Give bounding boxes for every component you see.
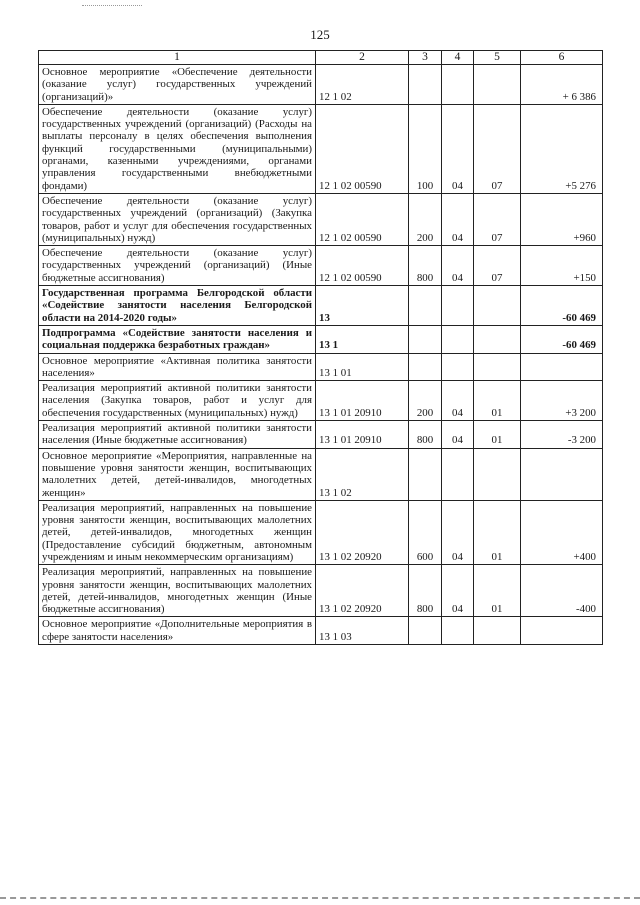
row-expense-type	[409, 65, 442, 105]
column-header: 1	[39, 51, 316, 65]
row-section: 04	[442, 500, 474, 564]
row-amount: +150	[521, 246, 603, 286]
row-description: Реализация мероприятий активной политики занятости населения (Иные бюджетные ассигнования)	[39, 421, 316, 449]
row-code: 13 1 01	[316, 353, 409, 381]
table-row	[39, 617, 603, 645]
row-subsection	[474, 286, 521, 326]
row-expense-type: 800	[409, 421, 442, 449]
column-header: 2	[316, 51, 409, 65]
table-row	[39, 448, 603, 500]
row-subsection: 07	[474, 193, 521, 245]
table-row	[39, 65, 603, 105]
row-description: Основное мероприятие «Дополнительные мероприятия в сфере занятости населения»	[39, 617, 316, 645]
row-subsection: 07	[474, 104, 521, 193]
row-code: 13 1 02 20920	[316, 565, 409, 617]
table-row	[39, 246, 603, 286]
row-section: 04	[442, 565, 474, 617]
row-section: 04	[442, 246, 474, 286]
row-subsection: 01	[474, 381, 521, 421]
column-header: 6	[521, 51, 603, 65]
row-expense-type: 800	[409, 246, 442, 286]
row-code: 12 1 02 00590	[316, 193, 409, 245]
header-row	[39, 51, 603, 65]
row-section	[442, 65, 474, 105]
row-subsection: 01	[474, 565, 521, 617]
row-code: 13 1 03	[316, 617, 409, 645]
row-description: Подпрограмма «Содействие занятости населения и социальная поддержка безработных граждан»	[39, 325, 316, 353]
row-description: Государственная программа Белгородской области «Содействие занятости населения Белгородской области на 2014-2020 годы»	[39, 286, 316, 326]
row-description: Основное мероприятие «Обеспечение деятельности (оказание услуг) государственных учреждений (организаций)»	[39, 65, 316, 105]
row-code: 13 1 01 20910	[316, 421, 409, 449]
row-amount: +3 200	[521, 381, 603, 421]
row-section	[442, 448, 474, 500]
row-subsection: 07	[474, 246, 521, 286]
row-description: Реализация мероприятий, направленных на повышение уровня занятости женщин, воспитывающих малолетних детей, детей-инвалидов, многодетных женщин (Иные бюджетные ассигнования)	[39, 565, 316, 617]
table-row	[39, 325, 603, 353]
row-description: Обеспечение деятельности (оказание услуг) государственных учреждений (организаций) (Иные бюджетные ассигнования)	[39, 246, 316, 286]
row-amount: +960	[521, 193, 603, 245]
row-expense-type	[409, 286, 442, 326]
row-amount: + 6 386	[521, 65, 603, 105]
table-row	[39, 500, 603, 564]
row-code: 12 1 02	[316, 65, 409, 105]
row-amount	[521, 617, 603, 645]
table-row	[39, 421, 603, 449]
row-description: Обеспечение деятельности (оказание услуг) государственных учреждений (организаций) (Закупка товаров, работ и услуг для обеспечения государственных (муниципальных) нужд)	[39, 193, 316, 245]
column-header: 4	[442, 51, 474, 65]
row-expense-type: 100	[409, 104, 442, 193]
row-code: 12 1 02 00590	[316, 246, 409, 286]
row-subsection	[474, 353, 521, 381]
scan-artifact	[82, 5, 142, 8]
budget-table	[38, 50, 603, 645]
row-amount: -60 469	[521, 325, 603, 353]
row-amount: +5 276	[521, 104, 603, 193]
row-amount: -3 200	[521, 421, 603, 449]
table-row	[39, 381, 603, 421]
row-section	[442, 353, 474, 381]
row-section	[442, 617, 474, 645]
row-code: 13	[316, 286, 409, 326]
row-amount	[521, 448, 603, 500]
row-expense-type	[409, 448, 442, 500]
row-section: 04	[442, 381, 474, 421]
row-expense-type: 200	[409, 381, 442, 421]
row-code: 13 1 02	[316, 448, 409, 500]
row-section: 04	[442, 193, 474, 245]
row-expense-type	[409, 617, 442, 645]
row-code: 13 1 01 20910	[316, 381, 409, 421]
table-row	[39, 565, 603, 617]
row-subsection	[474, 448, 521, 500]
row-subsection	[474, 617, 521, 645]
row-code: 13 1	[316, 325, 409, 353]
row-amount: -60 469	[521, 286, 603, 326]
row-description: Реализация мероприятий, направленных на повышение уровня занятости женщин, воспитывающих малолетних детей, детей-инвалидов, многодетных женщин (Предоставление субсидий бюджетным, автономным учреждениям и иным некоммерческим организациям)	[39, 500, 316, 564]
row-expense-type	[409, 353, 442, 381]
row-code: 12 1 02 00590	[316, 104, 409, 193]
row-expense-type: 800	[409, 565, 442, 617]
table-row	[39, 193, 603, 245]
row-expense-type: 200	[409, 193, 442, 245]
page-number: 125	[310, 27, 330, 42]
row-expense-type: 600	[409, 500, 442, 564]
table-row	[39, 286, 603, 326]
row-section: 04	[442, 104, 474, 193]
row-description: Реализация мероприятий активной политики занятости населения (Закупка товаров, работ и услуг для обеспечения государственных (муниципальных) нужд)	[39, 381, 316, 421]
row-subsection	[474, 325, 521, 353]
row-amount: -400	[521, 565, 603, 617]
row-description: Основное мероприятие «Активная политика занятости населения»	[39, 353, 316, 381]
row-amount	[521, 353, 603, 381]
row-subsection: 01	[474, 421, 521, 449]
column-header: 3	[409, 51, 442, 65]
row-description: Основное мероприятие «Мероприятия, направленные на повышение уровня занятости женщин, воспитывающих малолетних детей, детей-инвалидов, многодетных женщин»	[39, 448, 316, 500]
row-subsection: 01	[474, 500, 521, 564]
table-row	[39, 353, 603, 381]
table-row	[39, 104, 603, 193]
row-code: 13 1 02 20920	[316, 500, 409, 564]
row-description: Обеспечение деятельности (оказание услуг) государственных учреждений (организаций) (Расходы на выплаты персоналу в целях обеспечения выполнения функций государственными (муниципальными) органами, казенными учреждениями, органами управления государственными внебюджетными фондами)	[39, 104, 316, 193]
row-section	[442, 286, 474, 326]
row-section: 04	[442, 421, 474, 449]
row-subsection	[474, 65, 521, 105]
row-expense-type	[409, 325, 442, 353]
row-section	[442, 325, 474, 353]
row-amount: +400	[521, 500, 603, 564]
scan-artifact	[0, 897, 640, 899]
column-header: 5	[474, 51, 521, 65]
